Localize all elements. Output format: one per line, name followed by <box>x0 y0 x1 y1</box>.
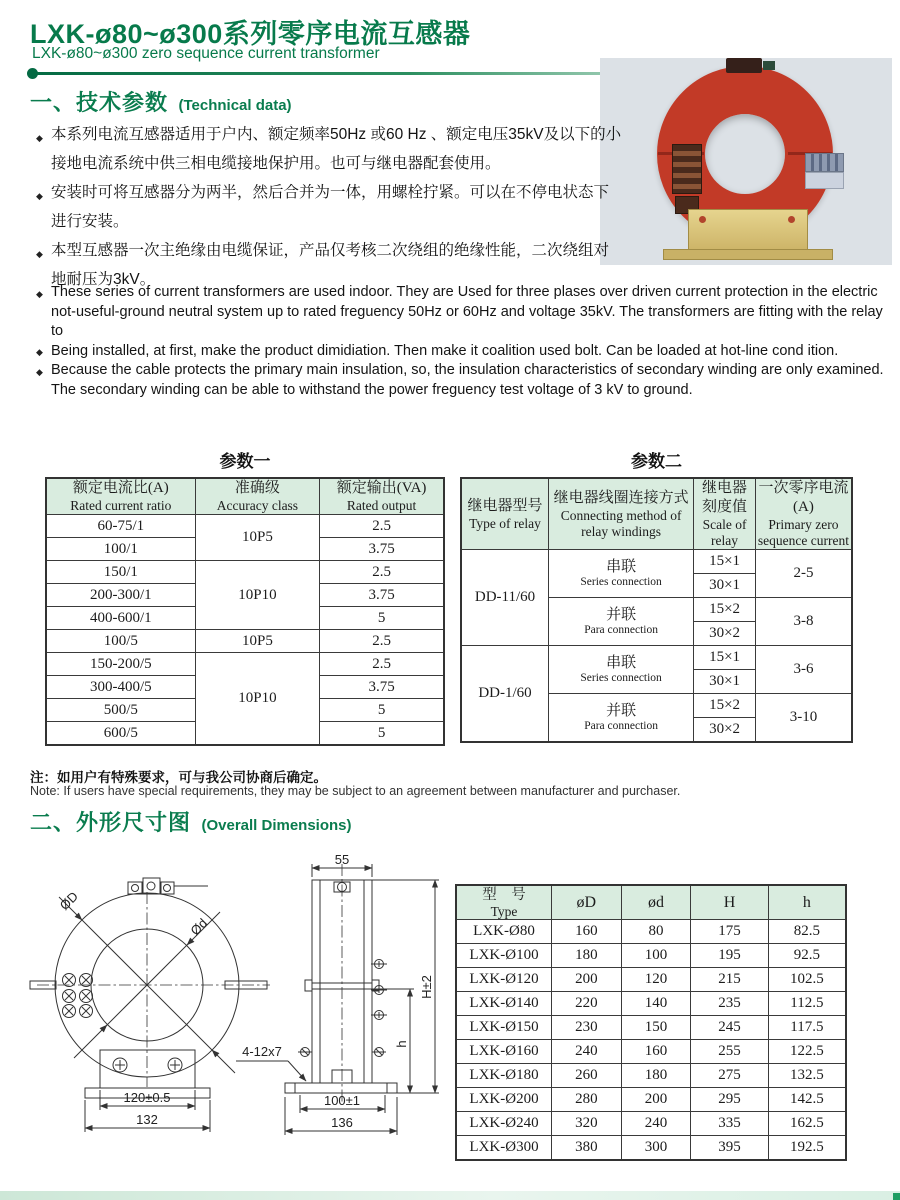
cell: 30×2 <box>694 718 756 743</box>
cell: LXK-Ø80 <box>456 920 552 944</box>
cell: 5 <box>320 607 444 630</box>
cell: 15×2 <box>694 694 756 718</box>
side-fasteners <box>298 960 387 1057</box>
header-en: Rated output <box>346 498 417 513</box>
conn-zh: 并联 <box>606 606 637 623</box>
cell: 3-8 <box>755 598 852 646</box>
cell: 60-75/1 <box>46 515 195 538</box>
product-photo <box>600 58 892 265</box>
cell: 142.5 <box>768 1088 846 1112</box>
cell: 160 <box>552 920 622 944</box>
conn-en: Para connection <box>584 719 658 732</box>
chinese-bullet-list <box>36 120 624 294</box>
dimension-drawing <box>22 852 462 1152</box>
bullet-icon: ◆ <box>36 288 43 299</box>
cell: 400-600/1 <box>46 607 195 630</box>
bullet-icon: ◆ <box>36 366 43 377</box>
cell: 10P10 <box>195 653 319 746</box>
cell <box>549 694 694 743</box>
table-header-row <box>456 885 846 920</box>
cell: 92.5 <box>768 944 846 968</box>
bullet-icon: ◆ <box>36 347 43 358</box>
cell: LXK-Ø160 <box>456 1040 552 1064</box>
table-row <box>456 1136 846 1161</box>
list-item <box>36 178 624 236</box>
cell: 80 <box>621 920 691 944</box>
cell <box>549 550 694 598</box>
cell: 117.5 <box>768 1016 846 1040</box>
col-header <box>755 478 852 550</box>
label-base-total-width: 132 <box>136 1112 158 1127</box>
cell: LXK-Ø240 <box>456 1112 552 1136</box>
header-en: Scale of relay <box>702 517 747 548</box>
cell: 380 <box>552 1136 622 1161</box>
cell: 30×1 <box>694 670 756 694</box>
bullet-text: 本型互感器一次主绝缘由电缆保证，产品仅考核二次绕组的绝缘性能，二次绕组对地耐压为3kV。 <box>51 242 610 288</box>
cell: 2.5 <box>320 630 444 653</box>
cell <box>549 598 694 646</box>
cell: 2.5 <box>320 561 444 584</box>
cell: LXK-Ø300 <box>456 1136 552 1161</box>
table2 <box>460 477 853 743</box>
list-item <box>36 361 884 400</box>
base-screw <box>168 1058 182 1072</box>
cell: 2.5 <box>320 515 444 538</box>
label-side-width: 55 <box>334 852 350 867</box>
cell: 120 <box>621 968 691 992</box>
cell: LXK-Ø150 <box>456 1016 552 1040</box>
cell: 102.5 <box>768 968 846 992</box>
table-row <box>456 944 846 968</box>
cell: 300-400/5 <box>46 676 195 699</box>
cell: 132.5 <box>768 1064 846 1088</box>
header-zh: 继电器型号 <box>467 497 543 514</box>
table-header-row <box>46 478 444 515</box>
top-clamp-bolt <box>763 61 775 70</box>
cell: 180 <box>552 944 622 968</box>
cell: 230 <box>552 1016 622 1040</box>
bullet-text: Being installed, at first, make the product dimidiation. Then make it coalition used bolt. Can be loaded at hot-line cond ition. <box>51 342 839 359</box>
cell: LXK-Ø120 <box>456 968 552 992</box>
cell: 10P5 <box>195 630 319 653</box>
section1-heading-zh: 一、技术参数 <box>30 90 169 115</box>
col-header: H <box>691 885 769 920</box>
conn-zh: 串联 <box>606 654 637 671</box>
cell: 5 <box>320 699 444 722</box>
header-zh: 一次零序电流(A) <box>758 480 849 515</box>
terminal-block <box>672 144 702 194</box>
front-top-clamp <box>128 878 208 894</box>
base-screw <box>113 1058 127 1072</box>
section1-heading <box>30 86 292 117</box>
label-slots: 4-12x7 <box>242 1044 282 1059</box>
cell: 235 <box>691 992 769 1016</box>
col-header <box>195 478 319 515</box>
cell: 335 <box>691 1112 769 1136</box>
front-terminal-screws <box>63 974 93 1018</box>
table-row <box>456 1064 846 1088</box>
header-zh: 额定电流比(A) <box>72 480 169 496</box>
front-view <box>30 878 270 1132</box>
bullet-icon: ◆ <box>36 133 43 144</box>
side-view <box>236 852 439 1135</box>
cell: 15×1 <box>694 646 756 670</box>
section2-heading-zh: 二、外形尺寸图 <box>30 810 192 835</box>
cell: 150/1 <box>46 561 195 584</box>
base-screw-icon <box>699 216 706 223</box>
cell: 100/5 <box>46 630 195 653</box>
parameter-table-2 <box>460 447 853 743</box>
cell: LXK-Ø100 <box>456 944 552 968</box>
header-zh: 继电器线圈连接方式 <box>553 489 689 506</box>
conn-en: Series connection <box>580 671 662 684</box>
table-row <box>46 653 444 676</box>
table-row <box>456 968 846 992</box>
page-bottom-band <box>0 1191 900 1200</box>
col-header <box>320 478 444 515</box>
cell: 100/1 <box>46 538 195 561</box>
label-half-height: h <box>394 1040 409 1048</box>
cell: 162.5 <box>768 1112 846 1136</box>
table-row <box>456 1040 846 1064</box>
mounting-base <box>688 209 808 251</box>
header-en: Type <box>490 904 518 919</box>
bullet-text: 本系列电流互感器适用于户内、额定频率50Hz 或60 Hz 、额定电压35kV及以下的小接地电流系统中供三相电缆接地保护用。也可与继电器配套使用。 <box>51 126 622 172</box>
corner-mark <box>893 1193 900 1200</box>
mounting-foot <box>663 249 833 260</box>
table-row <box>456 1088 846 1112</box>
cell: 122.5 <box>768 1040 846 1064</box>
cell: 220 <box>552 992 622 1016</box>
header-zh: 继电器刻度值 <box>702 480 748 515</box>
label-outer-diameter: ØD <box>56 888 82 914</box>
bullet-text: These series of current transformers are used indoor. They are Used for three plases over driven current protection in the electric not-useful-ground neutral system up to rated freguency 50Hz or 60Hz and voltage 35kV. The transformers are fitting with the relay to <box>51 284 883 339</box>
conn-zh: 串联 <box>606 558 637 575</box>
col-header: ød <box>621 885 691 920</box>
cell: DD-1/60 <box>461 646 549 743</box>
cell: 215 <box>691 968 769 992</box>
conn-en: Series connection <box>580 575 662 588</box>
cell: 3-10 <box>755 694 852 743</box>
cell: 3.75 <box>320 584 444 607</box>
cell: 150 <box>621 1016 691 1040</box>
note-zh: 注：如用户有特殊要求，可与我公司协商后确定。 <box>30 770 327 785</box>
cell: 160 <box>621 1040 691 1064</box>
header-en: Rated current ratio <box>70 498 172 513</box>
cell: 300 <box>621 1136 691 1161</box>
bullet-icon: ◆ <box>36 249 43 260</box>
cell: 200 <box>621 1088 691 1112</box>
col-header: øD <box>552 885 622 920</box>
header-en: Primary zero sequence current <box>757 517 849 548</box>
base-screw-icon <box>788 216 795 223</box>
col-header <box>549 478 694 550</box>
cell: 295 <box>691 1088 769 1112</box>
table-row <box>46 515 444 538</box>
bullet-icon: ◆ <box>36 191 43 202</box>
cell: 280 <box>552 1088 622 1112</box>
cell: 275 <box>691 1064 769 1088</box>
conn-en: Para connection <box>584 623 658 636</box>
cell: 255 <box>691 1040 769 1064</box>
table-row <box>456 992 846 1016</box>
cell: 15×2 <box>694 598 756 622</box>
cell: 240 <box>552 1040 622 1064</box>
table-header-row <box>461 478 852 550</box>
nameplate-bottom <box>805 172 844 189</box>
label-inner-diameter: Ød <box>187 915 211 939</box>
cell: 3.75 <box>320 676 444 699</box>
header-zh: 准确级 <box>234 480 280 496</box>
dimension-table <box>455 884 847 1161</box>
page-title: LXK-ø80~ø300系列零序电流互感器 <box>30 19 471 49</box>
label-side-base-width: 100±1 <box>323 1093 361 1108</box>
cell: 260 <box>552 1064 622 1088</box>
cell: LXK-Ø180 <box>456 1064 552 1088</box>
header-en: Connecting method of relay windings <box>560 507 682 539</box>
label-height: H±2 <box>419 975 434 999</box>
label-side-base-total: 136 <box>331 1115 353 1130</box>
dims-table <box>455 884 847 1161</box>
bullet-text: 安装时可将互感器分为两半，然后合并为一体，用螺栓拧紧。可以在不停电状态下进行安装。 <box>51 184 610 230</box>
cell: 320 <box>552 1112 622 1136</box>
cell: 150-200/5 <box>46 653 195 676</box>
cell: 600/5 <box>46 722 195 746</box>
cell: 112.5 <box>768 992 846 1016</box>
cell: 10P10 <box>195 561 319 630</box>
list-item <box>36 120 624 178</box>
section1-heading-en: (Technical data) <box>178 97 292 114</box>
cell <box>549 646 694 694</box>
table1 <box>45 477 445 746</box>
cell: 3.75 <box>320 538 444 561</box>
cell: 82.5 <box>768 920 846 944</box>
table-row <box>456 1112 846 1136</box>
table-row <box>46 630 444 653</box>
cell: 3-6 <box>755 646 852 694</box>
cell: 395 <box>691 1136 769 1161</box>
table2-title: 参数二 <box>631 452 682 471</box>
cell: 200-300/1 <box>46 584 195 607</box>
english-bullet-list <box>36 283 884 400</box>
cell: 195 <box>691 944 769 968</box>
nameplate-top <box>805 153 844 172</box>
col-header <box>461 478 549 550</box>
cell: 180 <box>621 1064 691 1088</box>
section2-heading <box>30 806 352 837</box>
cell: 140 <box>621 992 691 1016</box>
cell: 30×1 <box>694 574 756 598</box>
bullet-text: Because the cable protects the primary main insulation, so, the insulation characteristics of secondary winding are only examined. The secondary winding can be able to withstand the power freguency test voltage of 3 kV to ground. <box>51 362 884 398</box>
header-en: Type of relay <box>469 515 541 531</box>
cell: 30×2 <box>694 622 756 646</box>
top-clamp <box>726 58 762 73</box>
table-row <box>461 646 852 670</box>
list-item <box>36 283 884 342</box>
note-en: Note: If users have special requirements, they may be subject to an agreement between manufacturer and purchaser. <box>30 784 681 798</box>
header-zh: 型 号 <box>482 887 526 903</box>
table1-title: 参数一 <box>219 452 271 471</box>
section2-heading-en: (Overall Dimensions) <box>201 817 352 834</box>
cell: 500/5 <box>46 699 195 722</box>
cell: 15×1 <box>694 550 756 574</box>
table-row <box>456 1016 846 1040</box>
list-item <box>36 342 884 362</box>
cell: 240 <box>621 1112 691 1136</box>
table-row <box>461 550 852 574</box>
cell: 245 <box>691 1016 769 1040</box>
col-header <box>46 478 195 515</box>
cell: 200 <box>552 968 622 992</box>
cell: 192.5 <box>768 1136 846 1161</box>
header-zh: 额定输出(VA) <box>336 480 427 496</box>
page-subtitle: LXK-ø80~ø300 zero sequence current transformer <box>32 45 380 62</box>
table-row <box>456 920 846 944</box>
divider-dot-icon <box>27 68 38 79</box>
parameter-table-1 <box>45 447 445 746</box>
header-en: Accuracy class <box>216 498 299 513</box>
cell: 2.5 <box>320 653 444 676</box>
col-header <box>694 478 756 550</box>
cell: LXK-Ø200 <box>456 1088 552 1112</box>
cell: 5 <box>320 722 444 746</box>
cell: 100 <box>621 944 691 968</box>
table-row <box>46 561 444 584</box>
cell: LXK-Ø140 <box>456 992 552 1016</box>
conn-zh: 并联 <box>606 702 637 719</box>
cell: DD-11/60 <box>461 550 549 646</box>
col-header: h <box>768 885 846 920</box>
cell: 175 <box>691 920 769 944</box>
cell: 10P5 <box>195 515 319 561</box>
label-base-width: 120±0.5 <box>123 1090 171 1105</box>
cell: 2-5 <box>755 550 852 598</box>
col-header <box>456 885 552 920</box>
